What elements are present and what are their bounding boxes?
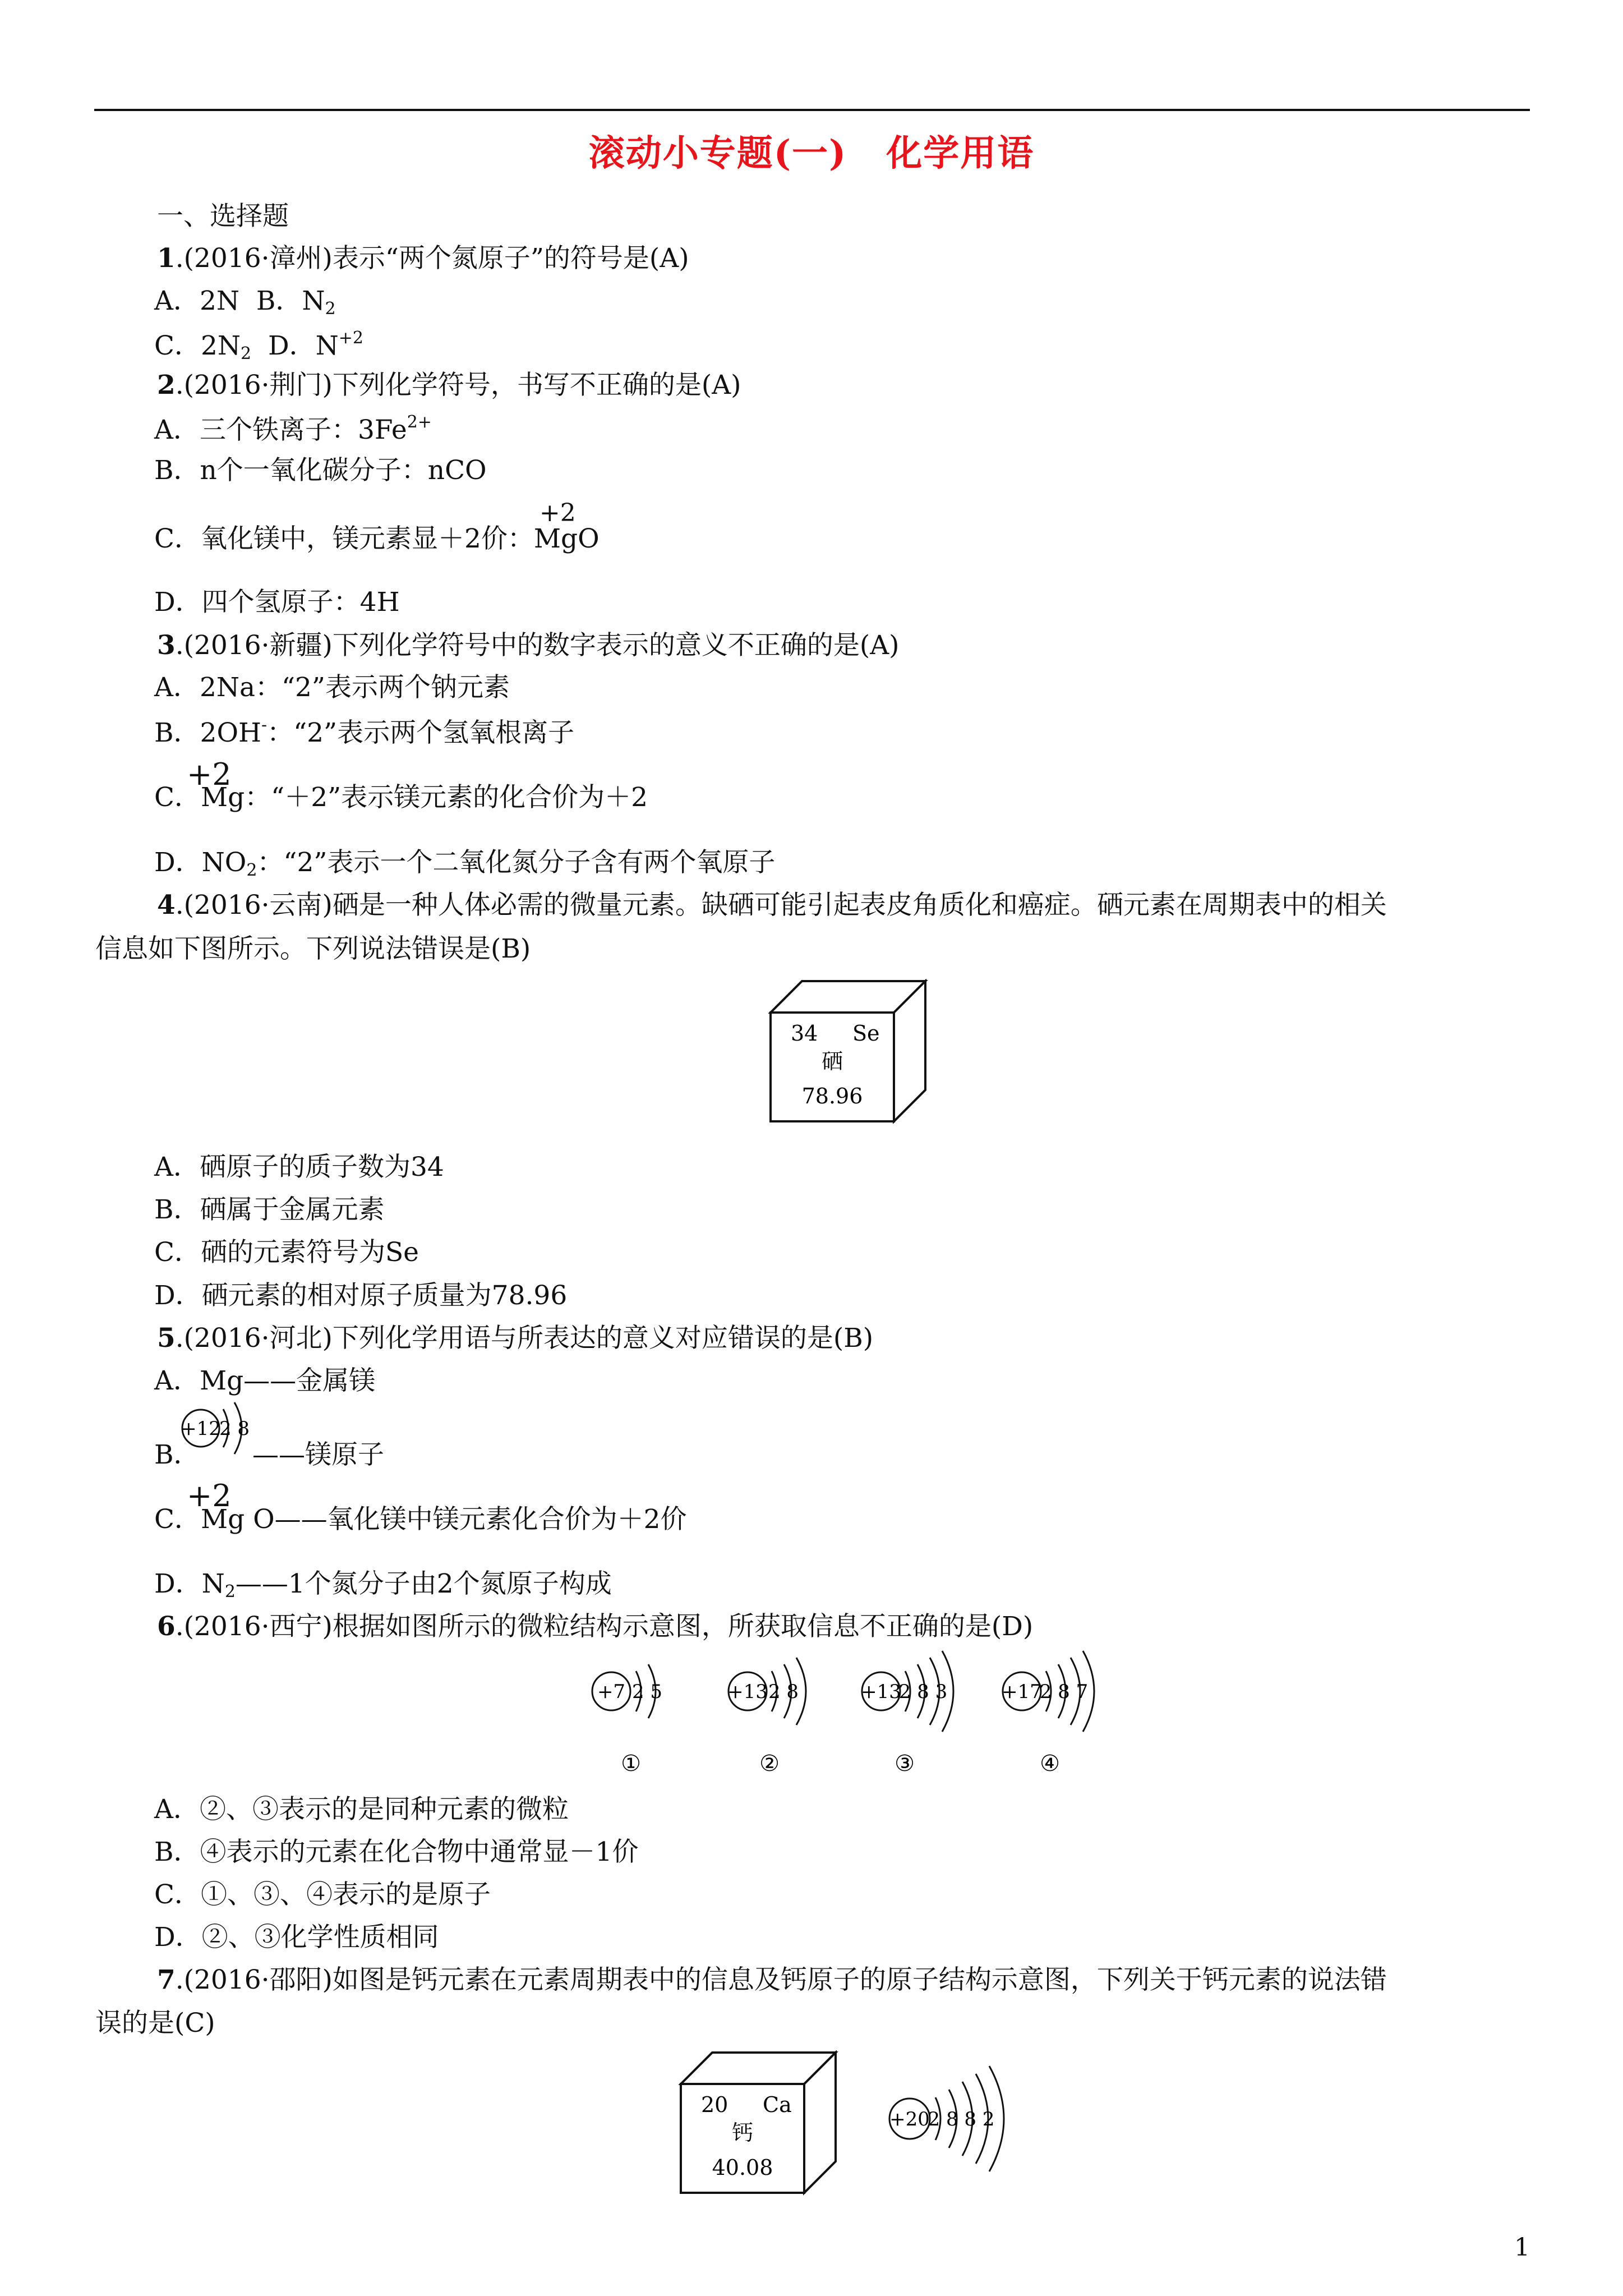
selenium-atomic-mass: 78.96 (801, 1084, 863, 1108)
question-1-stem: 1.(2016·漳州)表示“两个氮原子”的符号是(A) (157, 243, 689, 274)
question-7-stem-line2: 误的是(C) (95, 2008, 215, 2039)
question-2-option-a: A．三个铁离子：$3Fe^{2+}$ (154, 412, 432, 445)
calcium-element-cell (679, 2050, 847, 2199)
svg-text:+17: +17 (1002, 1681, 1042, 1703)
calcium-symbol: Ca (763, 2092, 792, 2117)
svg-text:①: ① (621, 1751, 641, 1777)
selenium-element-cell (768, 979, 937, 1128)
calcium-atomic-number: 20 (701, 2092, 728, 2117)
question-2-option-d: D．四个氢原子：4H (154, 587, 400, 618)
question-5-option-b-label: B． (154, 1439, 200, 1470)
question-3-option-a: A．2Na：“2”表示两个钠元素 (154, 672, 510, 703)
selenium-atomic-number: 34 (791, 1021, 818, 1046)
header-rule (94, 109, 1530, 111)
question-6-option-c: C．①、③、④表示的是原子 (154, 1879, 491, 1910)
particle-diagram-1 (592, 1664, 662, 1777)
question-5-option-c-valence: +2 (187, 1478, 232, 1513)
question-3-option-c-valence: +2 (187, 757, 232, 792)
particle-diagram-3 (861, 1651, 953, 1777)
question-3-option-c: C．Mg：“＋2”表示镁元素的化合价为＋2 (154, 782, 648, 813)
svg-text:2 5: 2 5 (631, 1681, 663, 1703)
question-6-option-b: B．④表示的元素在化合物中通常显－1价 (154, 1837, 639, 1867)
question-6-stem: 6.(2016·西宁)根据如图所示的微粒结构示意图，所获取信息不正确的是(D) (157, 1611, 1034, 1642)
question-2-option-b: B．n个一氧化碳分子：nCO (154, 455, 487, 486)
particle-diagram-4 (1002, 1651, 1094, 1777)
svg-text:+12: +12 (181, 1418, 221, 1440)
selenium-name: 硒 (821, 1049, 843, 1074)
question-3-option-d: D．$NO_2$：“2”表示一个二氧化氮分子含有两个氧原子 (154, 847, 776, 880)
question-2-option-c: C．氧化镁中，镁元素显＋2价： +2 MgO (154, 499, 600, 554)
question-4-option-c: C．硒的元素符号为Se (154, 1237, 419, 1268)
question-5-stem: 5.(2016·河北)下列化学用语与所表达的意义对应错误的是(B) (157, 1323, 874, 1354)
svg-text:2 8: 2 8 (219, 1418, 250, 1440)
question-5-option-c: C．Mg O——氧化镁中镁元素化合价为＋2价 (154, 1504, 687, 1535)
svg-text:2 8 8 2: 2 8 8 2 (928, 2108, 995, 2131)
question-6-option-a: A．②、③表示的是同种元素的微粒 (154, 1794, 569, 1825)
question-5-option-d: D．$N_2——1$个氮分子由2个氮原子构成 (154, 1568, 612, 1602)
svg-text:2 8 7: 2 8 7 (1039, 1681, 1089, 1703)
question-1-options-cd: C．$2N_2$ D．$N^{+2}$ (154, 328, 364, 364)
question-4-stem-line1: 4.(2016·云南)硒是一种人体必需的微量元素。缺硒可能引起表皮角质化和癌症。硒元素在周期表中的相关 (157, 890, 1387, 921)
question-5-option-a: A．Mg——金属镁 (154, 1365, 376, 1396)
magnesium-atom-diagram (179, 1397, 258, 1470)
svg-text:2 8: 2 8 (768, 1681, 799, 1703)
question-3-stem: 3.(2016·新疆)下列化学符号中的数字表示的意义不正确的是(A) (157, 630, 900, 661)
svg-text:③: ③ (895, 1751, 915, 1777)
svg-text:④: ④ (1040, 1751, 1060, 1777)
calcium-atom-diagram (880, 2056, 1026, 2185)
calcium-name: 钙 (731, 2120, 754, 2145)
svg-text:+7: +7 (597, 1681, 626, 1703)
particle-structure-diagrams (578, 1646, 1116, 1787)
question-2-stem: 2.(2016·荆门)下列化学符号，书写不正确的是(A) (157, 370, 741, 401)
selenium-symbol: Se (852, 1021, 880, 1046)
page-number: 1 (1514, 2233, 1530, 2262)
question-4-option-b: B．硒属于金属元素 (154, 1194, 385, 1225)
page-title: 滚动小专题(一) 化学用语 (588, 132, 1035, 174)
svg-text:②: ② (759, 1751, 780, 1777)
question-4-option-d: D．硒元素的相对原子质量为78.96 (154, 1280, 568, 1311)
svg-text:+13: +13 (727, 1681, 768, 1703)
question-5-option-b-text: ——镁原子 (252, 1439, 384, 1470)
svg-text:+20: +20 (889, 2108, 930, 2131)
question-3-option-b: B．2OH-：“2”表示两个氢氧根离子 (154, 715, 575, 748)
question-4-option-a: A．硒原子的质子数为34 (154, 1152, 444, 1182)
section-heading: 一、选择题 (157, 201, 289, 232)
svg-text:2 8 3: 2 8 3 (898, 1681, 948, 1703)
question-4-stem-line2: 信息如下图所示。下列说法错误是(B) (95, 933, 531, 964)
particle-diagram-2 (727, 1658, 806, 1777)
calcium-atomic-mass: 40.08 (712, 2155, 773, 2180)
svg-text:+13: +13 (861, 1681, 901, 1703)
question-7-stem-line1: 7.(2016·邵阳)如图是钙元素在元素周期表中的信息及钙原子的原子结构示意图，下列关于钙元素的说法错 (157, 1964, 1387, 1995)
question-6-option-d: D．②、③化学性质相同 (154, 1922, 439, 1953)
question-1-options-ab: A．2N B．$N_2$ (154, 286, 336, 319)
